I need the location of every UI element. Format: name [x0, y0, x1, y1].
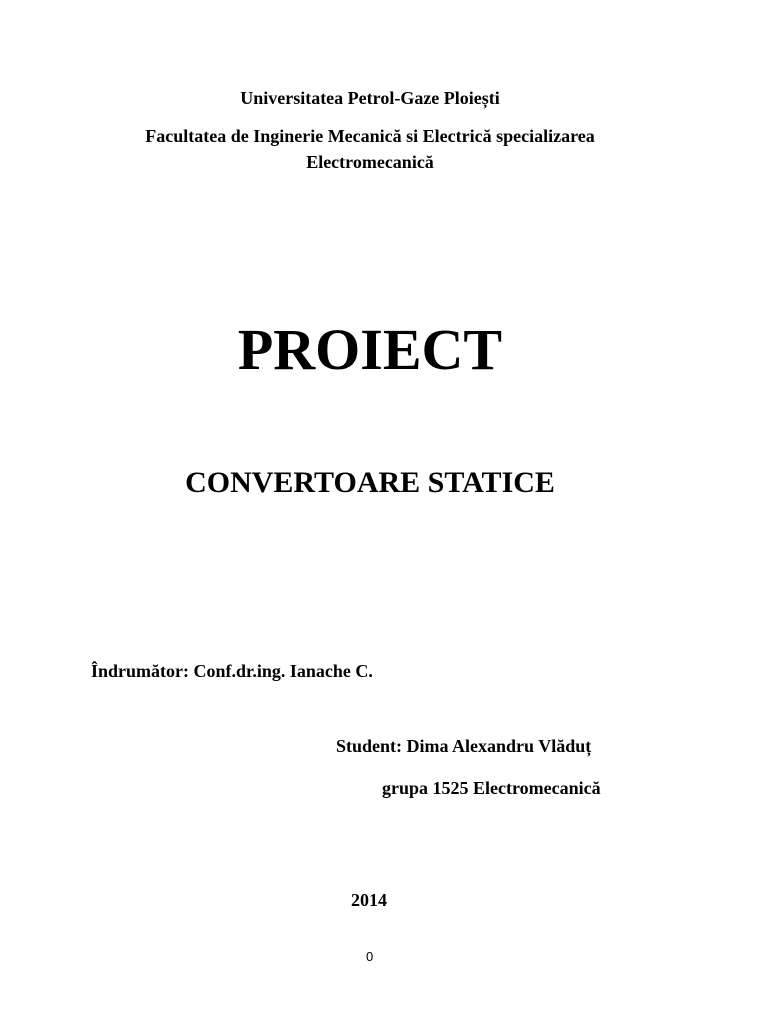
year: 2014	[351, 890, 387, 910]
group-line: grupa 1525 Electromecanică	[382, 778, 601, 798]
faculty-line-1: Facultatea de Inginerie Mecanică si Electrică specializarea	[145, 126, 595, 146]
university-name: Universitatea Petrol-Gaze Ploiești	[240, 88, 500, 108]
student-line: Student: Dima Alexandru Vlăduț	[336, 736, 592, 756]
advisor-line: Îndrumător: Conf.dr.ing. Ianache C.	[91, 661, 373, 681]
document-type-heading: PROIECT	[237, 317, 503, 382]
project-title: CONVERTOARE STATICE	[185, 466, 555, 499]
faculty-line-2: Electromecanică	[306, 152, 434, 172]
page-number: 0	[366, 949, 374, 964]
